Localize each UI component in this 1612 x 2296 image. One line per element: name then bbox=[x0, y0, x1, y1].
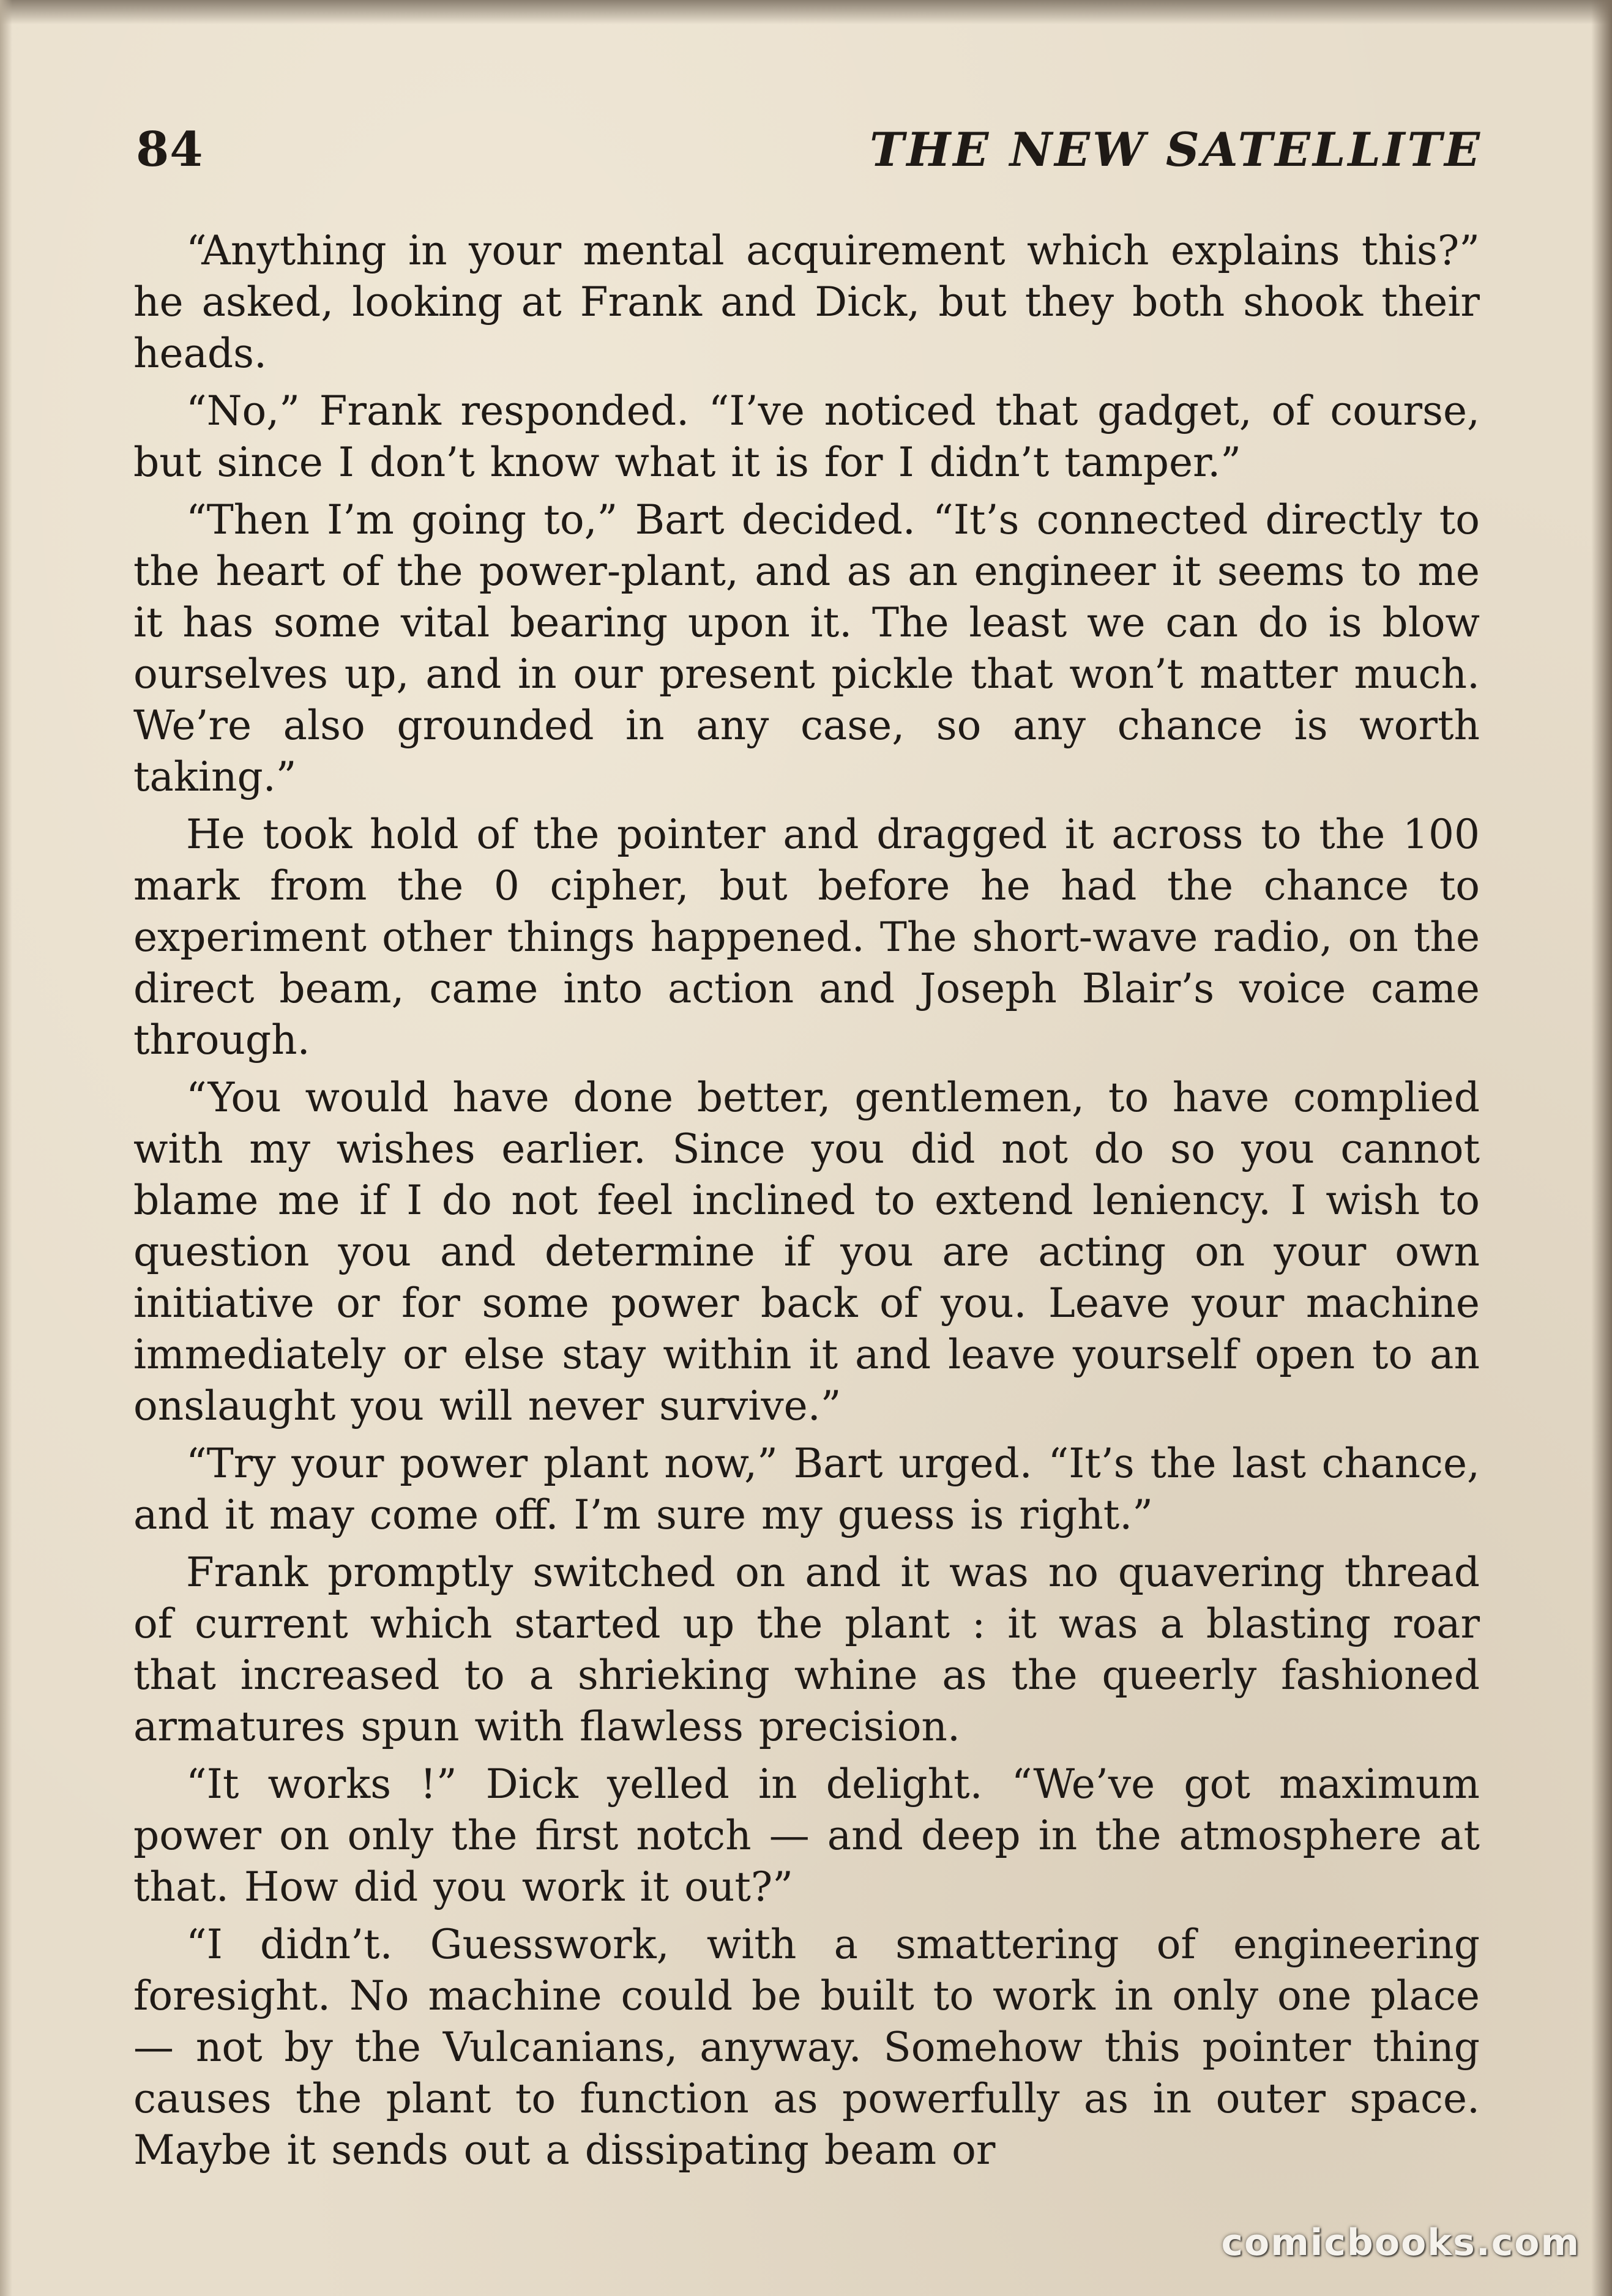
page-edge-right bbox=[1591, 0, 1612, 2296]
paragraph: “It works !” Dick yelled in delight. “We’ve got maximum power on only the first notch — and deep in the atmosphere at that. How did you work it out?” bbox=[133, 1761, 1480, 1910]
page-edge-top bbox=[0, 0, 1612, 24]
page-header bbox=[136, 116, 1482, 184]
site-watermark: comicbooks.com bbox=[1221, 2221, 1580, 2264]
body-text bbox=[133, 225, 1480, 2176]
running-title: THE NEW SATELLITE bbox=[869, 122, 1482, 177]
paragraph: “No,” Frank responded. “I’ve noticed that gadget, of course, but since I don’t know what it is for I didn’t tamper.” bbox=[133, 387, 1480, 486]
paragraph: “Anything in your mental acquirement which explains this?” he asked, looking at Frank and Dick, but they both shook their heads. bbox=[133, 227, 1480, 377]
paragraph: “Then I’m going to,” Bart decided. “It’s connected directly to the heart of the power-plant, and as an engineer it seems to me it has some vital bearing upon it. The least we can do is blow ourselves up, and in our present pickle that won’t matter much. We’re also grounded in any case, so any chance is worth taking.” bbox=[133, 496, 1480, 800]
paragraph: “You would have done better, gentlemen, to have complied with my wishes earlier. Since you did not do so you cannot blame me if I do not feel inclined to extend leniency. I wish to question you and determine if you are acting on your own initiative or for some power back of you. Leave your machine immediately or else stay within it and leave yourself open to an onslaught you will never survive.” bbox=[133, 1074, 1480, 1429]
page-number: 84 bbox=[136, 122, 204, 177]
page-edge-left bbox=[0, 0, 12, 2296]
paragraph: “Try your power plant now,” Bart urged. “It’s the last chance, and it may come off. I’m sure my guess is right.” bbox=[133, 1440, 1480, 1538]
paragraph: Frank promptly switched on and it was no quavering thread of current which started up the plant : it was a blasting roar that increased to a shrieking whine as the queerly fashioned armatures spun with flawless precision. bbox=[133, 1549, 1480, 1750]
paragraph: He took hold of the pointer and dragged it across to the 100 mark from the 0 cipher, but before he had the chance to experiment other things happened. The short-wave radio, on the direct beam, came into action and Joseph Blair’s voice came through. bbox=[133, 811, 1480, 1064]
paragraph: “I didn’t. Guesswork, with a smattering of engineering foresight. No machine could be built to work in only one place — not by the Vulcanians, anyway. Somehow this pointer thing causes the plant to function as powerfully as in outer space. Maybe it sends out a dissipating beam or bbox=[133, 1921, 1480, 2174]
